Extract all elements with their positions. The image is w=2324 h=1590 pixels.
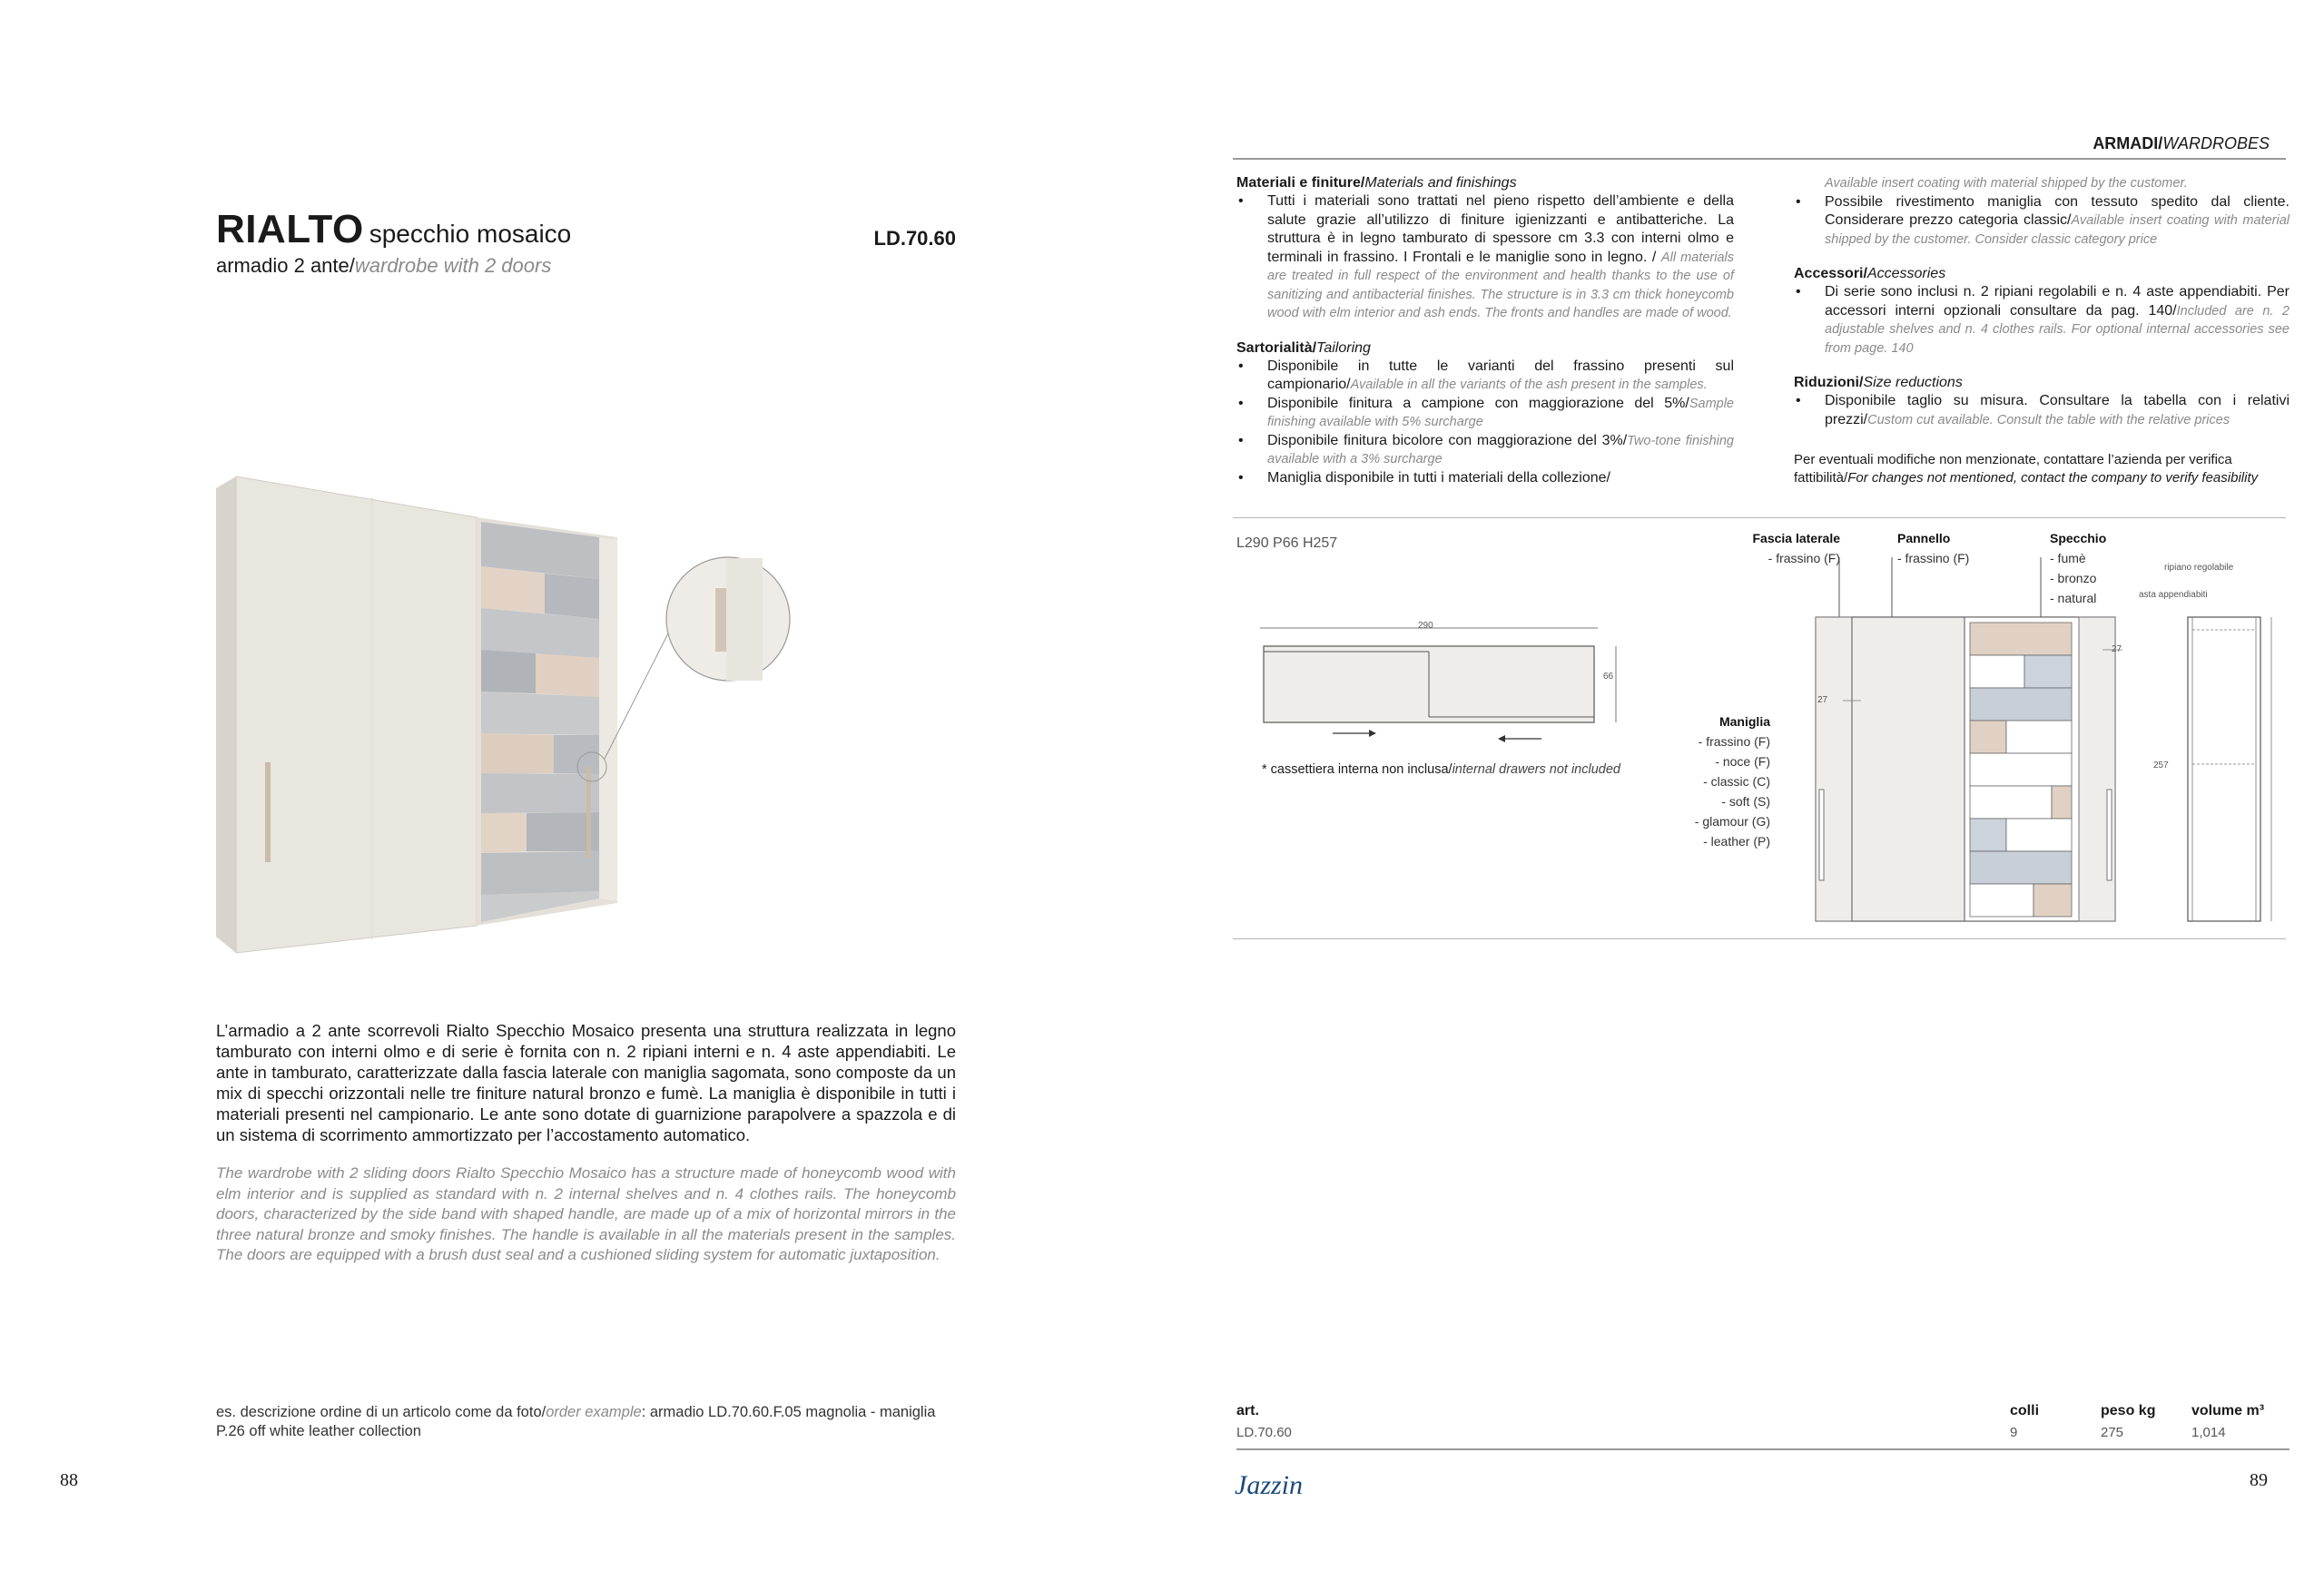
- top-divider: [1233, 158, 2286, 160]
- materials-heading: Materiali e finiture/Materials and finishings: [1236, 175, 1517, 191]
- plan-drawing: [1253, 617, 1634, 753]
- dimensions-label: L290 P66 H257: [1236, 535, 1338, 551]
- section-tag: [2093, 134, 2270, 153]
- order-example-prefix: es. descrizione ordine di un articolo come da foto/: [216, 1404, 547, 1420]
- tailoring-heading: Sartorialità/Tailoring: [1236, 339, 1371, 356]
- middle-divider: [1233, 517, 2286, 518]
- shelf-label: ripiano regolabile: [2164, 563, 2234, 573]
- plan-depth-label: 66: [1603, 672, 1614, 682]
- mirror-mosaic: [481, 522, 599, 922]
- table-cell: 275: [2101, 1425, 2124, 1440]
- lower-divider: [1233, 938, 2286, 939]
- order-example-text: : armadio LD.70.60.F.05 magnolia - maniglia P.26 off white leather collection: [216, 1404, 936, 1439]
- table-cell: 1,014: [2191, 1425, 2226, 1440]
- section-tag-en: WARDROBES: [2162, 134, 2270, 152]
- product-type: [216, 254, 956, 278]
- modifications-note: Per eventuali modifiche non menzionate, contattare l’azienda per verifica fattibilità/For changes not mentioned, contact the company to verify feasibility: [1794, 452, 2259, 486]
- page-number-right: 89: [2250, 1470, 2268, 1490]
- product-type-en: wardrobe with 2 doors: [354, 254, 552, 277]
- elevation-drawing: [1807, 545, 2297, 935]
- inner-dim-27-top: 27: [2112, 644, 2122, 654]
- table-header: colli: [2010, 1403, 2040, 1418]
- pannello-options: Pannello - frassino (F): [1897, 531, 1970, 565]
- wardrobe-photo: [209, 472, 881, 962]
- product-type-it: armadio 2 ante/: [216, 254, 355, 277]
- order-example: [216, 1403, 956, 1441]
- materials-bullet: • Tutti i materiali sono trattati nel pieno rispetto dell’ambiente e della salute grazie all’utilizzo di finiture igienizzanti e antibatteriche. La struttura è in legno tamburato di spessore cm 3.3 con interni olmo e terminali in frassino. I Frontali e le maniglie sono in legno. / All materials are treated in full respect of the environment and health thanks to the use of sanitizing and antibacterial finishes. The structure is in 3.3 cm thick honeycomb wood with elm interior and ash ends. The fronts and handles are made of wood.: [1236, 192, 1734, 323]
- specchio-options: Specchio - fumè - bronzo - natural: [2050, 531, 2107, 605]
- specs-column-left: [1236, 174, 1734, 487]
- drawers-note: * cassettiera interna non inclusa/internal drawers not included: [1262, 762, 1620, 777]
- inner-dim-27-left: 27: [1817, 695, 1828, 705]
- product-title-block: [216, 207, 956, 278]
- reductions-heading: Riduzioni/Size reductions: [1794, 375, 1963, 390]
- tailoring-item: • Disponibile finitura a campione con maggiorazione del 5%/Sample finishing available with 5% surcharge: [1236, 395, 1734, 432]
- tailoring-continued: Available insert coating with material shipped by the customer.: [1825, 176, 2188, 191]
- page-number-left: 88: [60, 1470, 78, 1490]
- tailoring-item: • Disponibile finitura bicolore con maggiorazione del 3%/Two-tone finishing available with a 3% surcharge: [1236, 432, 1734, 469]
- product-code: LD.70.60: [873, 227, 956, 250]
- table-cell: 9: [2010, 1425, 2018, 1440]
- description-italian: L’armadio a 2 ante scorrevoli Rialto Specchio Mosaico presenta una struttura realizzata in legno tamburato con interni olmo e di serie è fornita con n. 2 ripiani interni e n. 4 aste appendiabiti. Le ante in tamburato, caratterizzate dalla fascia laterale con maniglia sagomata, sono composte da un mix di specchi orizzontali nelle tre finiture natural bronzo e fumè. La maniglia è disponibile in tutti i materiali presenti nel campionario. Le ante sono dotate di guarnizione parapolvere a spazzola e di un sistema di scorrimento ammortizzato per l’accostamento automatico.: [216, 1021, 956, 1144]
- tailoring-item: • Possibile rivestimento maniglia con tessuto spedito dal cliente. Considerare prezzo categoria classic/Available insert coating with material shipped by the customer. Consider classic category price: [1794, 193, 2290, 250]
- brand-signature: Jazzin: [1235, 1470, 1303, 1500]
- table-header: volume m³: [2191, 1403, 2265, 1418]
- table-divider: [1236, 1448, 2290, 1450]
- maniglia-options: Maniglia - frassino (F) - noce (F) - classic (C) - soft (S) - glamour (G) - leather (P): [1694, 714, 1770, 849]
- plan-width-label: 290: [1418, 621, 1433, 631]
- order-example-label: order example: [546, 1404, 642, 1420]
- specs-column-right: [1794, 174, 2290, 487]
- table-header: peso kg: [2101, 1403, 2156, 1418]
- section-tag-main: ARMADI/: [2093, 134, 2163, 152]
- table-cell: LD.70.60: [1236, 1425, 1292, 1440]
- tailoring-item: • Maniglia disponibile in tutti i materiali della collezione/: [1236, 469, 1734, 488]
- reductions-bullet: • Disponibile taglio su misura. Consultare la tabella con i relativi prezzi/Custom cut available. Consult the table with the relative prices: [1794, 392, 2290, 429]
- product-name: RIALTO: [216, 207, 364, 251]
- description-english: The wardrobe with 2 sliding doors Rialto Specchio Mosaico has a structure made of honeycomb wood with elm interior and is supplied as standard with n. 2 internal shelves and n. 4 clothes rails. The honeycomb doors, characterized by the side band with shaped handle, are made up of a mix of horizontal mirrors in the three natural bronze and smoky finishes. The handle is available in all the materials present in the samples. The doors are equipped with a brush dust seal and a cushioned sliding system for automatic juxtaposition.: [216, 1164, 956, 1263]
- rail-label: asta appendiabiti: [2139, 590, 2208, 600]
- tailoring-item: • Disponibile in tutte le varianti del frassino presenti sul campionario/Available in all the variants of the ash present in the samples.: [1236, 358, 1734, 395]
- product-subtitle: specchio mosaico: [369, 220, 572, 248]
- accessories-bullet: • Di serie sono inclusi n. 2 ripiani regolabili e n. 4 aste appendiabiti. Per accessori interni opzionali consultare da pag. 140/Included are n. 2 adjustable shelves and n. 4 clothes rails. For optional internal accessories see from page. 140: [1794, 283, 2290, 358]
- accessories-heading: Accessori/Accessories: [1794, 266, 1946, 281]
- elevation-mirror-mosaic: [1970, 623, 2072, 917]
- fascia-options: Fascia laterale - frassino (F): [1752, 531, 1840, 565]
- product-title: [216, 207, 956, 252]
- table-header: art.: [1236, 1403, 1259, 1418]
- height-label: 257: [2153, 761, 2169, 770]
